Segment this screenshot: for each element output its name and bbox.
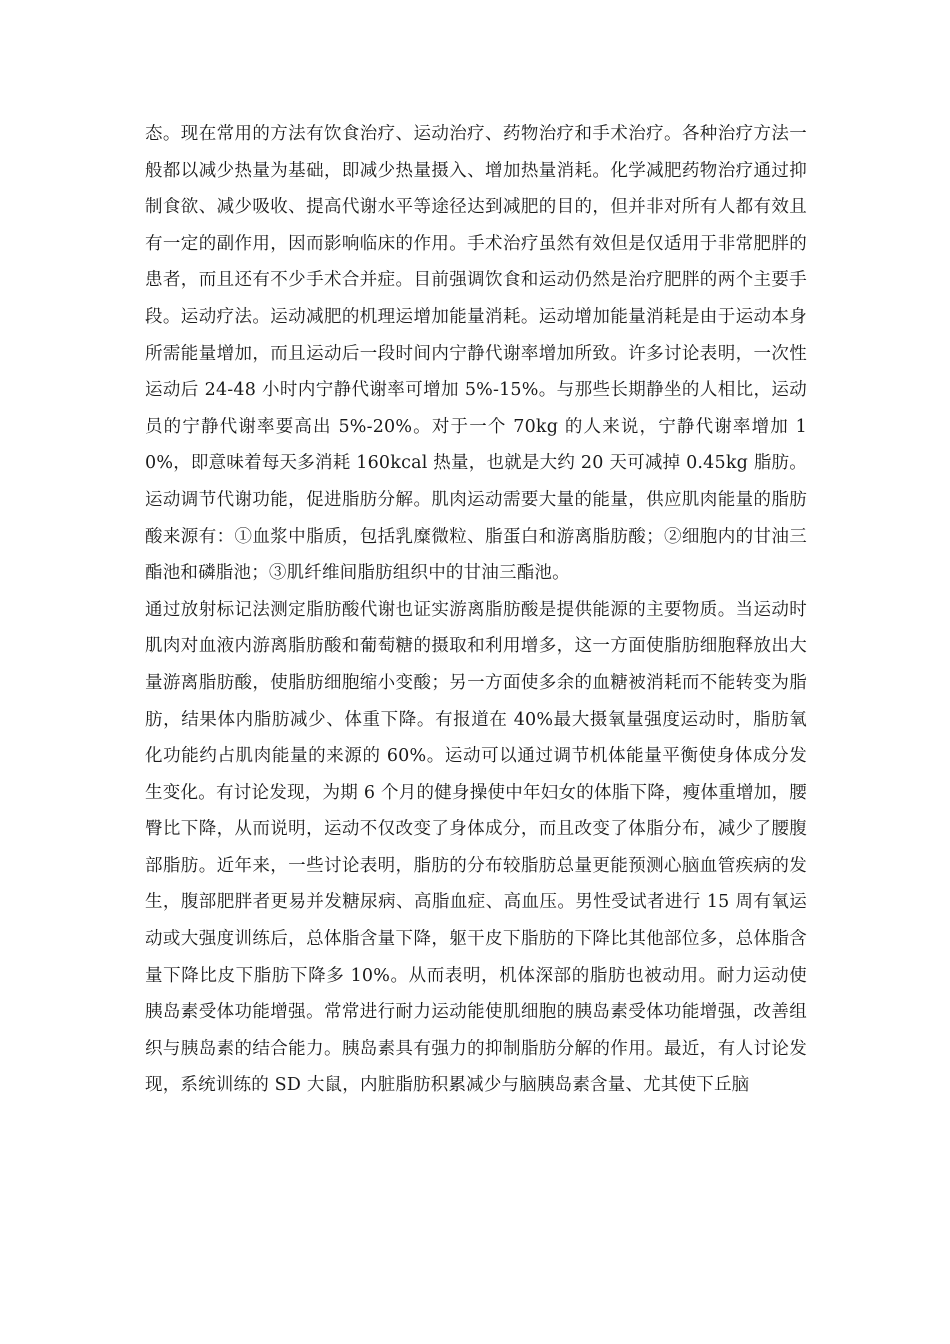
paragraph-1: 态。现在常用的方法有饮食治疗、运动治疗、药物治疗和手术治疗。各种治疗方法一般都以减少热量为基础，即减少热量摄入、增加热量消耗。化学减肥药物治疗通过抑制食欲、减少吸收、提高代谢水平等途径达到减肥的目的，但并非对所有人都有效且有一定的副作用，因而影响临床的作用。手术治疗虽然有效但是仅适用于非常肥胖的患者，而且还有不少手术合并症。目前强调饮食和运动仍然是治疗肥胖的两个主要手段。运动疗法。运动减肥的机理运增加能量消耗。运动增加能量消耗是由于运动本身所需能量增加，而且运动后一段时间内宁静代谢率增加所致。许多讨论表明，一次性运动后 24-48 小时内宁静代谢率可增加 5%-15%。与那些长期静坐的人相比，运动员的宁静代谢率要高出 5%-20%。对于一个 70kg 的人来说，宁静代谢率增加 10%，即意味着每天多消耗 160kcal 热量，也就是大约 20 天可减掉 0.45kg 脂肪。运动调节代谢功能，促进脂肪分解。肌肉运动需要大量的能量，供应肌肉能量的脂肪酸来源有：①血浆中脂质，包括乳糜微粒、脂蛋白和游离脂肪酸；②细胞内的甘油三酯池和磷脂池；③肌纤维间脂肪组织中的甘油三酯池。 bbox=[145, 124, 807, 584]
paragraph-2: 通过放射标记法测定脂肪酸代谢也证实游离脂肪酸是提供能源的主要物质。当运动时肌肉对血液内游离脂肪酸和葡萄糖的摄取和利用增多，这一方面使脂肪细胞释放出大量游离脂肪酸，使脂肪细胞缩小变酸；另一方面使多余的血糖被消耗而不能转变为脂肪，结果体内脂肪减少、体重下降。有报道在 40%最大摄氧量强度运动时，脂肪氧化功能约占肌肉能量的来源的 60%。运动可以通过调节机体能量平衡使身体成分发生变化。有讨论发现，为期 6 个月的健身操使中年妇女的体脂下降，瘦体重增加，腰臀比下降，从而说明，运动不仅改变了身体成分，而且改变了体脂分布，减少了腰腹部脂肪。近年来，一些讨论表明，脂肪的分布较脂肪总量更能预测心脑血管疾病的发生，腹部肥胖者更易并发糖尿病、高脂血症、高血压。男性受试者进行 15 周有氧运动或大强度训练后，总体脂含量下降，躯干皮下脂肪的下降比其他部位多，总体脂含量下降比皮下脂肪下降多 10%。从而表明，机体深部的脂肪也被动用。耐力运动使胰岛素受体功能增强。常常进行耐力运动能使肌细胞的胰岛素受体功能增强，改善组织与胰岛素的结合能力。胰岛素具有强力的抑制脂肪分解的作用。最近，有人讨论发现，系统训练的 SD 大鼠，内脏脂肪积累减少与脑胰岛素含量、尤其使下丘脑 bbox=[145, 599, 807, 1096]
document-body bbox=[145, 116, 807, 1104]
